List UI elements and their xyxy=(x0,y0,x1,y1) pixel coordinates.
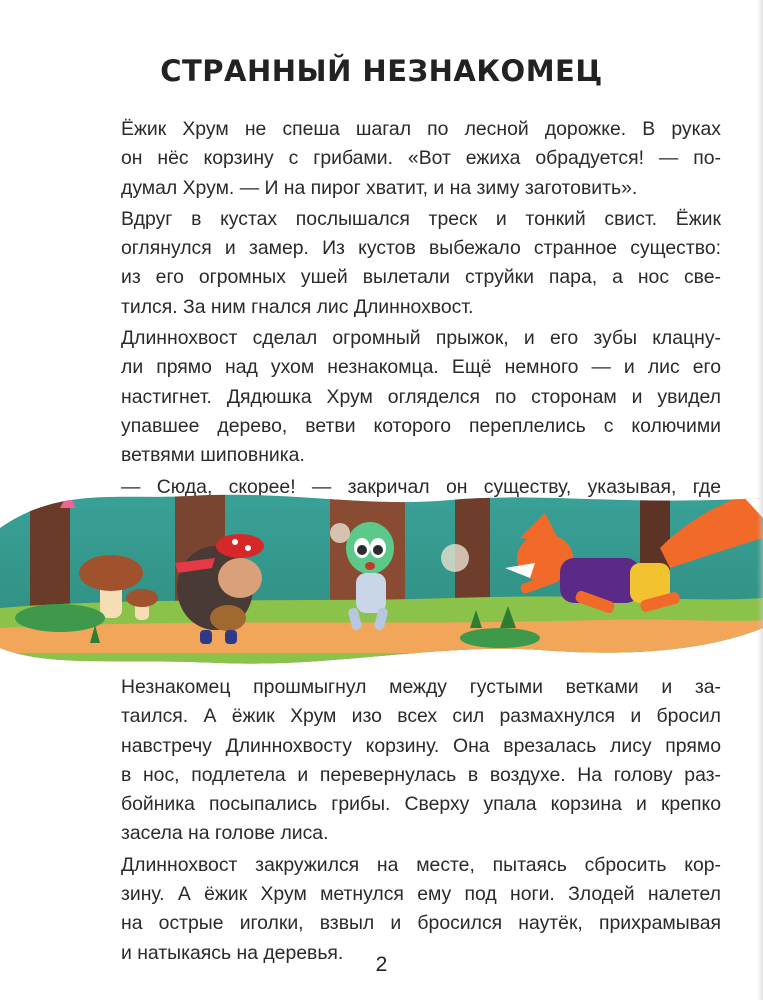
text-line: тился. За ним гнался лис Длиннохвост. xyxy=(121,295,474,318)
story-illustration xyxy=(0,478,763,668)
text-line: ветвями шиповника. xyxy=(121,444,305,467)
text-line: Длиннохвост закружился на месте, пытаясь сбросить кор- xyxy=(121,853,721,876)
text-line: на острые иголки, взвыл и бросился наутёк, прихрамывая xyxy=(121,912,721,935)
text-line: и натыкаясь на деревья. xyxy=(121,941,344,964)
paragraph xyxy=(103,205,721,322)
text-line: Ёжик Хрум не спеша шагал по лесной дорожке. В руках xyxy=(121,118,721,140)
paragraph xyxy=(103,115,721,203)
paragraph xyxy=(103,851,721,968)
text-line: навстречу Длиннохвосту корзину. Она врезалась лису прямо xyxy=(121,734,721,757)
text-line: таился. А ёжик Хрум изо всех сил размахнулся и бросил xyxy=(121,705,721,728)
text-line: бойника посыпались грибы. Сверху упала корзина и крепко xyxy=(121,793,721,816)
text-line: настигнет. Дядюшка Хрум огляделся по сторонам и увидел xyxy=(121,385,721,408)
text-line: Незнакомец прошмыгнул между густыми ветками и за- xyxy=(121,676,721,698)
text-line: ли прямо над ухом незнакомца. Ещё немного — и лис его xyxy=(121,356,721,379)
page-edge xyxy=(757,0,763,1000)
page-title: СТРАННЫЙ НЕЗНАКОМЕЦ xyxy=(160,54,603,88)
story-text-bottom xyxy=(103,673,721,970)
text-line: думал Хрум. — И на пирог хватит, и на зиму заготовить». xyxy=(121,176,638,199)
text-line: оглянулся и замер. Из кустов выбежало странное существо: xyxy=(121,237,721,260)
text-line: Вдруг в кустах послышался треск и тонкий свист. Ёжик xyxy=(121,207,721,230)
paragraph xyxy=(103,673,721,849)
page-number: 2 xyxy=(375,953,388,976)
text-line: — Сюда, скорее! — закричал он существу, указывая, где xyxy=(121,475,721,498)
text-line: он нёс корзину с грибами. «Вот ежиха обрадуется! — по- xyxy=(121,147,721,170)
text-line: из его огромных ушей вылетали струйки пара, а нос све- xyxy=(121,266,721,289)
text-line: упавшее дерево, ветви которого переплелись с колючими xyxy=(121,414,721,437)
text-line: зину. А ёжик Хрум метнулся ему под ноги. Злодей налетел xyxy=(121,883,721,906)
text-line: в нос, подлетела и перевернулась в воздухе. На голову раз- xyxy=(121,763,721,786)
paragraph xyxy=(103,324,721,470)
story-text-top xyxy=(103,115,721,533)
text-line: засела на голове лиса. xyxy=(121,822,329,845)
text-line: Длиннохвост сделал огромный прыжок, и его зубы клацну- xyxy=(121,327,721,350)
